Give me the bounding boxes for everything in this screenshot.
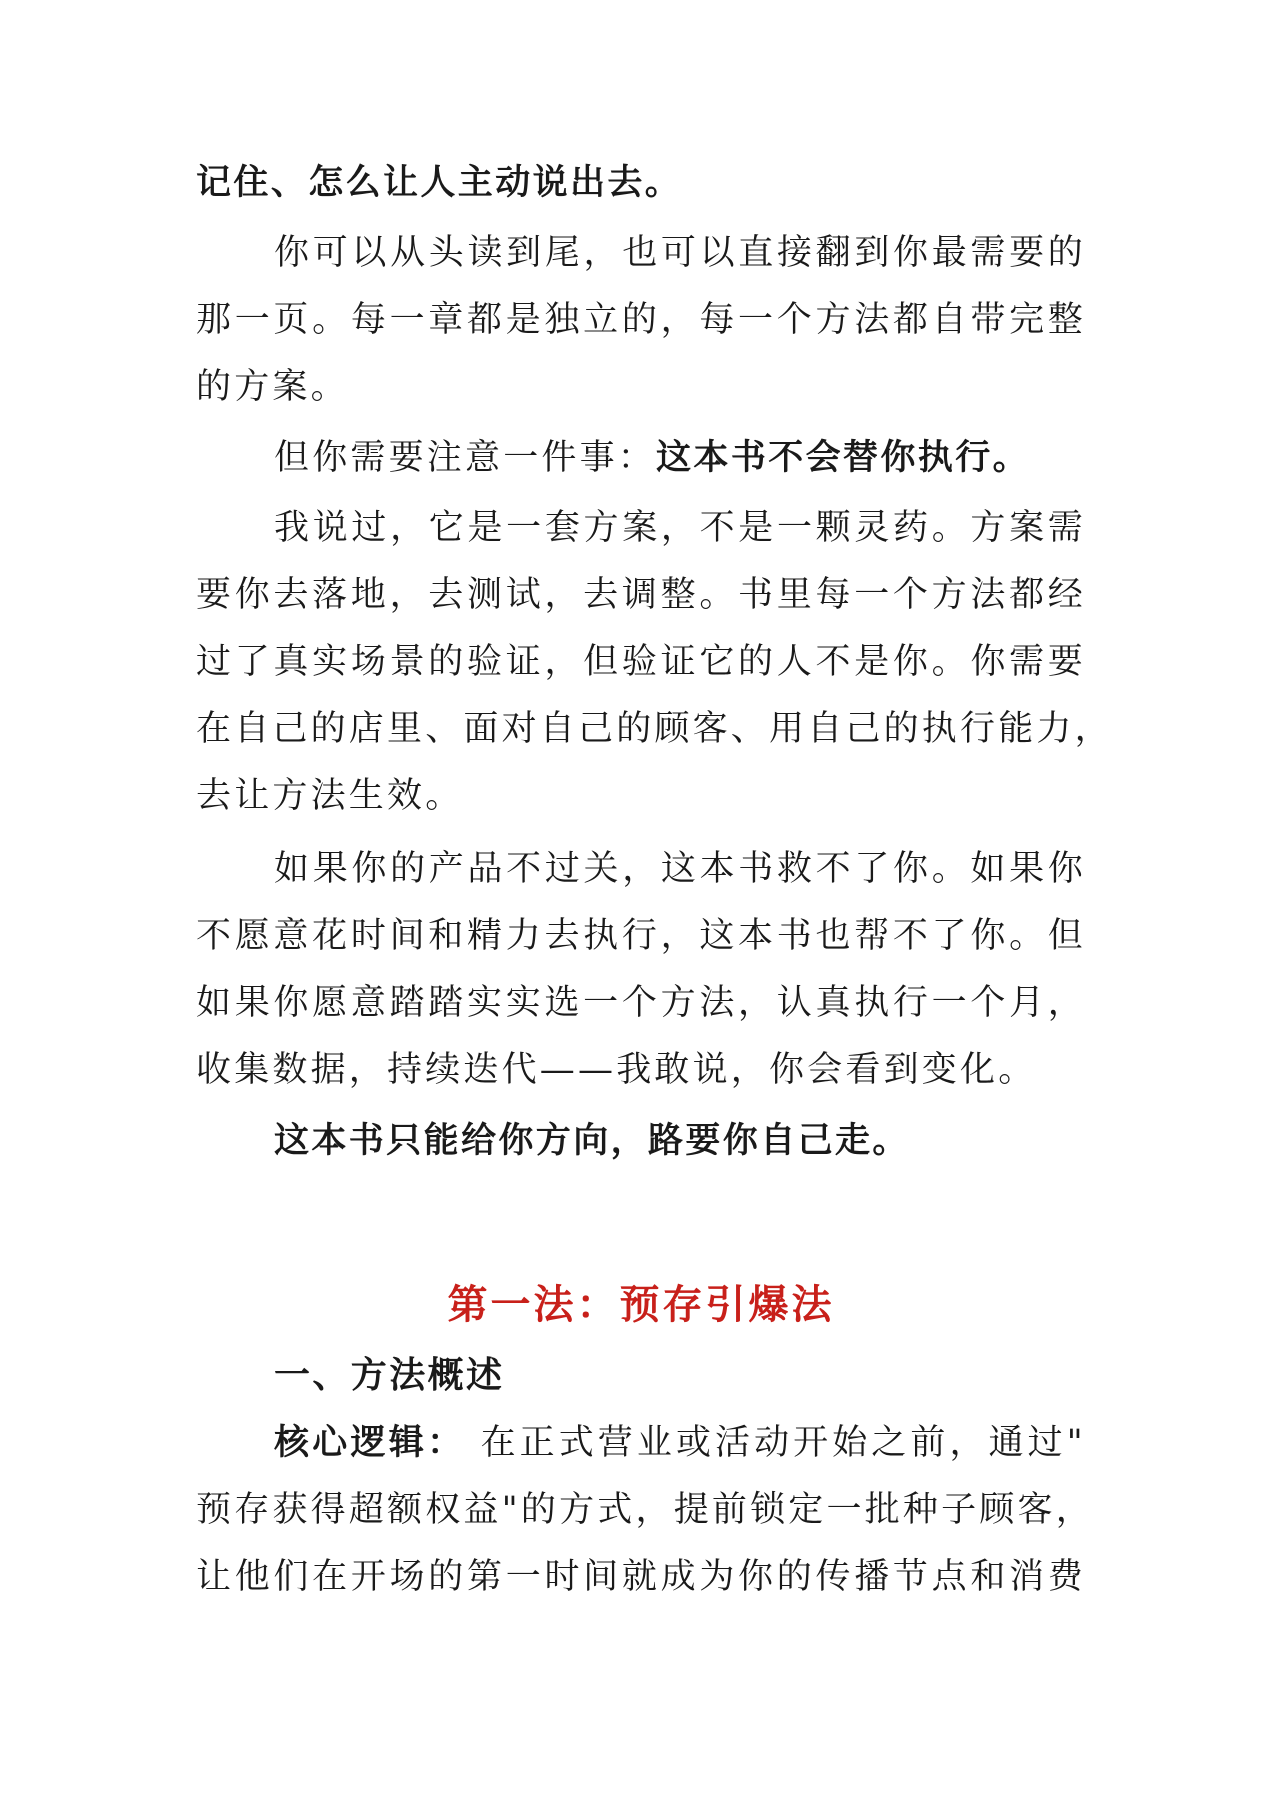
text-line: 如果你的产品不过关，这本书救不了你。如果你 xyxy=(274,849,1086,889)
text-line: 去让方法生效。 xyxy=(196,776,464,816)
normal-text: 但你需要注意一件事： xyxy=(274,438,657,478)
section-title: 一、方法概述 xyxy=(274,1355,505,1396)
text-line: 不愿意花时间和精力去执行，这本书也帮不了你。但 xyxy=(196,916,1086,956)
text-line xyxy=(196,1410,1086,1477)
paragraph-7 xyxy=(196,1410,1094,1611)
paragraph-5 xyxy=(196,836,1086,1104)
label-text: 核心逻辑： xyxy=(274,1423,466,1463)
text-line: 如果你愿意踏踏实实选一个方法，认真执行一个月， xyxy=(196,983,1086,1023)
bold-text: 这本书不会替你执行。 xyxy=(656,438,1031,478)
text-line: 让他们在开场的第一时间就成为你的传播节点和消费 xyxy=(196,1557,1086,1597)
text-line: 的方案。 xyxy=(196,367,349,407)
text-line: 你可以从头读到尾，也可以直接翻到你最需要的 xyxy=(274,233,1086,273)
paragraph-1 xyxy=(196,150,1086,217)
text-line: 我说过，它是一套方案，不是一颗灵药。方案需 xyxy=(274,508,1086,548)
bold-line: 记住、怎么让人主动说出去。 xyxy=(196,163,683,203)
paragraph-4 xyxy=(196,495,1113,830)
text-line: 过了真实场景的验证，但验证它的人不是你。你需要 xyxy=(196,642,1086,682)
text-line: 收集数据，持续迭代——我敢说，你会看到变化。 xyxy=(196,1050,1037,1090)
normal-text: 在正式营业或活动开始之前，通过" xyxy=(465,1423,1086,1463)
chapter-title: 第一法：预存引爆法 xyxy=(447,1281,835,1328)
paragraph-6 xyxy=(196,1108,1086,1175)
text-line xyxy=(196,425,1086,492)
text-line: 要你去落地，去测试，去调整。书里每一个方法都经 xyxy=(196,575,1086,615)
paragraph-2 xyxy=(196,220,1086,421)
paragraph-3 xyxy=(196,425,1086,492)
bold-line: 这本书只能给你方向，路要你自己走。 xyxy=(274,1121,910,1161)
text-line: 那一页。每一章都是独立的，每一个方法都自带完整 xyxy=(196,300,1086,340)
text-line: 预存获得超额权益"的方式，提前锁定一批种子顾客， xyxy=(196,1490,1094,1530)
text-line: 在自己的店里、面对自己的顾客、用自己的执行能力， xyxy=(196,709,1113,749)
section-heading xyxy=(196,1342,1086,1409)
